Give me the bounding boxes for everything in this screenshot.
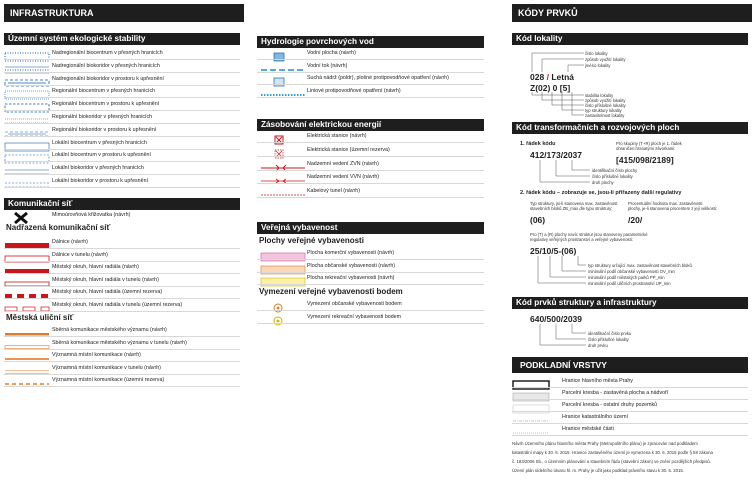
legend-label: Elektrická stanice (územní rezerva) [307, 146, 390, 153]
podkladni-header [512, 357, 748, 373]
legend-label: Městský okruh, hlavní radiála v tunelu (územní rezerva) [52, 301, 183, 308]
legend-label: Lokální biokoridor v prostoru k upřesnění [52, 178, 148, 184]
lokality-code-number: 028 [530, 72, 545, 82]
row-divider [512, 435, 748, 436]
hydro-symbol-icon [260, 87, 306, 105]
lokality-note-bottom-1: způsob využití lokality [585, 98, 626, 103]
legend-label: Suchá nádrž (poldr), plošné protipovodňové opatření (návrh) [307, 75, 449, 81]
energy-header [257, 119, 484, 131]
legend-label: Kabelový tunel (návrh) [307, 188, 360, 195]
infrastruktura-header [4, 4, 244, 22]
transform-code1-note-0: identifikační číslo plochy [592, 168, 638, 173]
legend-label: Regionální biokoridor v prostoru k upřesnění [52, 126, 157, 133]
podkladni-paragraph-3: Území plán sídelního útvaru hl. m. Prahy je užit jako podklad právního stavu k 30. 6. 2015. [512, 468, 684, 473]
lokality-title: Kód lokality [516, 34, 563, 43]
lokality-code-slash: / [546, 72, 549, 82]
plochy-title: Plochy veřejné vybavenosti [259, 236, 364, 245]
legend-label: Nadregionální biocentrum v přesných hranicích [52, 50, 163, 56]
legend-label: Nadzemní vedení ZVN (návrh) [307, 160, 379, 167]
row-divider [512, 411, 748, 412]
legend-label: Plocha občanské vybavenosti (návrh) [307, 262, 396, 269]
legend-label: Parcelní kresba - zastavěná plocha a nádvoří [562, 390, 669, 396]
row-divider [257, 142, 484, 143]
transform-title: Kód transformačních a rozvojových ploch [516, 123, 680, 132]
kody-title: KÓDY PRVKŮ [518, 8, 578, 18]
legend-label: Vodní tok (návrh) [307, 62, 348, 69]
lokality-note-top-2: jméno lokality [585, 63, 611, 68]
legend-label: Lokální biocentrum v přesných hranicích [52, 139, 147, 146]
podkladni-paragraph-1: katastrální mapy k 30. 6. 2015. Hranice zastavěného území je vymezena k 30. 6. 2015 podle § 58 zákona [512, 450, 713, 455]
legend-label: Regionální biokoridor v přesných hranicích [52, 114, 153, 120]
row-divider [257, 197, 484, 198]
struktury-note-0: identifikační číslo prvku [588, 331, 632, 336]
transform-l2-left-0: Typ struktury, jsi-li stanovena max. zastavěnost [530, 201, 618, 206]
lokality-note-top-1: způsob využití lokality [585, 57, 626, 62]
row-divider [4, 248, 240, 249]
energy-symbol-icon [260, 187, 306, 205]
podkladni-paragraph-2: č. 183/2006 Sb., o územním plánování a stavebním řádu (stavební zákon) ve znění pozdějších předpisů. [512, 459, 711, 464]
legend-label: Nadregionální biokoridor v přesných hranicích [52, 62, 160, 69]
legend-label: Hranice městské části [562, 426, 614, 432]
legend-label: Regionální biocentrum v prostoru k upřesnění [52, 101, 160, 108]
row-divider [257, 97, 484, 98]
legend-label: Významná místní komunikace (územní rezerva) [52, 377, 165, 384]
komunikacni-title: Komunikační síť [8, 199, 73, 208]
point-symbol-icon [260, 313, 306, 331]
lokality-note-bottom-4: zastavitelnost lokality [585, 113, 625, 118]
kody-header [512, 4, 752, 22]
transform-code-a: (06) [530, 215, 546, 225]
legend-label: Sběrná komunikace městského významu v tunelu (návrh) [52, 339, 187, 346]
legend-label: Lokální biocentrum v prostoru k upřesnění [52, 152, 151, 159]
transform-line2-label: 2. řádek kódu – zobrazuje se, jsou-li přiřazeny další regulativy [520, 190, 682, 196]
hydro-header [257, 36, 484, 48]
legend-label: Městský okruh, hlavní radiála (územní rezerva) [52, 289, 163, 295]
legend-label: Dálnice (návrh) [52, 239, 88, 245]
transform-l3-1: regulativy veřejných prostranství a veřejné vybavenosti: [530, 237, 633, 242]
uses-title: Územní systém ekologické stability [8, 34, 146, 43]
transform-code1b: [415/098/2189] [616, 155, 674, 165]
legend-label: Sběrná komunikace městského významu (návrh) [52, 327, 167, 333]
struktury-code: 640/500/2039 [530, 314, 582, 324]
body-title: Vymezení veřejné vybavenosti bodem [259, 287, 403, 296]
legend-label: Významná místní komunikace (návrh) [52, 352, 141, 359]
legend-label: Hranice hlavního města Prahy [562, 378, 633, 384]
podkladni-paragraph-0: Návrh Územního plánu hlavního města Prahy (Metropolitního plánu) je zpracován nad podkladem [512, 441, 698, 446]
legend-label: Významná místní komunikace v tunelu (návrh) [52, 364, 161, 371]
transform-right-note-0: Pro skupiny (T+R) ploch je 1. řádek [616, 141, 682, 146]
crossing-label: Mimoúrovňová křižovatka (návrh) [52, 212, 131, 218]
struktury-header [512, 297, 748, 309]
public-header [257, 222, 484, 234]
struktury-title: Kód prvků struktury a infrastruktury [516, 298, 657, 307]
row-divider [257, 284, 484, 285]
lokality-code-line2: Z(02) 0 [5] [530, 83, 571, 93]
legend-label: Vymezení občanské vybavenosti bodem [307, 301, 402, 307]
transform-code1: 412/173/2037 [530, 150, 582, 160]
row-divider [4, 311, 240, 312]
transform-l2-left-1: stavebních bloků ZB_max dle typu struktury: [530, 206, 613, 211]
lokality-note-bottom-2: číslo příslušné lokality [585, 103, 626, 108]
lokality-note-top-0: číslo lokality [585, 51, 608, 56]
crossing-icon [14, 211, 28, 223]
transform-l2-right-0: Procentuální hodnota max. zastavěnosti [628, 201, 703, 206]
legend-label: Regionální biocentrum v přesných hranicích [52, 88, 156, 95]
mestska-title: Městská uliční síť [6, 313, 74, 322]
transform-l2-right-1: plochy, je-li stanovena procentem z její velikosti: [628, 206, 718, 211]
transform-code3-leader-lines [534, 256, 586, 292]
lokality-note-bottom-3: typ struktury lokality [585, 108, 622, 113]
legend-label: Plocha rekreační vybavenosti (návrh) [307, 275, 395, 281]
struktury-note-1: číslo příslušné lokality [588, 337, 629, 342]
lokality-code-name: Letná [551, 72, 574, 82]
legend-label: Městský okruh, hlavní radiála (návrh) [52, 264, 139, 270]
hydro-title: Hydrologie povrchových vod [261, 37, 374, 46]
transform-right-note-1: ohraničen hranatými závorkami: [616, 146, 676, 151]
legend-label: Dálnice v tunelu (návrh) [52, 251, 108, 258]
legend-label: Plocha komerční vybavenosti (návrh) [307, 250, 395, 256]
street-symbol-icon [4, 376, 50, 394]
transform-code1-note-1: číslo příslušné lokality [592, 174, 633, 179]
struktury-leader-lines [534, 324, 586, 350]
transform-leader-lines [534, 160, 594, 186]
infrastruktura-title: INFRASTRUKTURA [10, 8, 94, 18]
legend-label: Nadzemní vedení VVN (návrh) [307, 174, 380, 181]
row-divider [257, 170, 484, 171]
legend-label: Elektrická stanice (návrh) [307, 133, 367, 139]
transform-line1-label: 1. řádek kódu [520, 141, 556, 147]
legend-label: Nadregionální biokoridor v prostoru k upřesnění [52, 75, 164, 82]
legend-label: Liniové protipovodňové opatření (návrh) [307, 87, 401, 94]
row-divider [257, 310, 484, 311]
transform-code3-note-2: minimální podíl městských parků PP_min [588, 275, 665, 280]
lokality-code-line1 [530, 72, 574, 82]
row-divider [257, 156, 484, 157]
uses-symbol-icon [4, 177, 50, 195]
transform-l3-0: Pro (T) a (R) plochy navíc struktur jsou stanoveny parametrické [530, 232, 648, 237]
lokality-header [512, 33, 748, 45]
transform-code-b: /20/ [628, 215, 643, 225]
row-divider [4, 187, 240, 188]
row-divider [257, 183, 484, 184]
transform-code3: 25/10/5-(06) [530, 246, 577, 256]
legend-label: Lokální biokoridor v přesných hranicích [52, 165, 144, 172]
legend-label: Hranice katastrálního území [562, 414, 628, 420]
row-divider [512, 423, 748, 424]
row-divider [257, 323, 484, 324]
uses-header [4, 33, 240, 45]
transform-code1-note-2: druh plochy [592, 180, 614, 185]
transform-code3-note-1: minimální podíl občanské vybavenosti OV_min [588, 269, 675, 274]
lokality-note-bottom-0: stabilita lokality [585, 93, 614, 98]
legend-label: Vymezení rekreační vybavenosti bodem [307, 314, 402, 320]
transform-code3-note-3: minimální podíl uličních prostranství UP_min [588, 281, 671, 286]
nadrazena-title: Nadřazená komunikační síť [6, 223, 111, 232]
komunikacni-header [4, 198, 240, 210]
row-divider [4, 386, 240, 387]
transform-header [512, 122, 748, 134]
podkladni-title: PODKLADNÍ VRSTVY [520, 360, 607, 370]
struktury-note-2: druh prvku [588, 343, 608, 348]
legend-label: Parcelní kresba - ostatní druhy pozemků [562, 402, 658, 408]
legend-label: Městský okruh, hlavní radiála v tunelu (návrh) [52, 276, 159, 283]
legend-label: Vodní plocha (návrh) [307, 50, 356, 56]
energy-title: Zásobování elektrickou energií [261, 120, 382, 129]
transform-code3-note-0: typ struktury určující max. zastavěnost stavebních bloků [588, 263, 692, 268]
public-title: Veřejná vybavenost [261, 223, 338, 232]
row-divider [257, 59, 484, 60]
